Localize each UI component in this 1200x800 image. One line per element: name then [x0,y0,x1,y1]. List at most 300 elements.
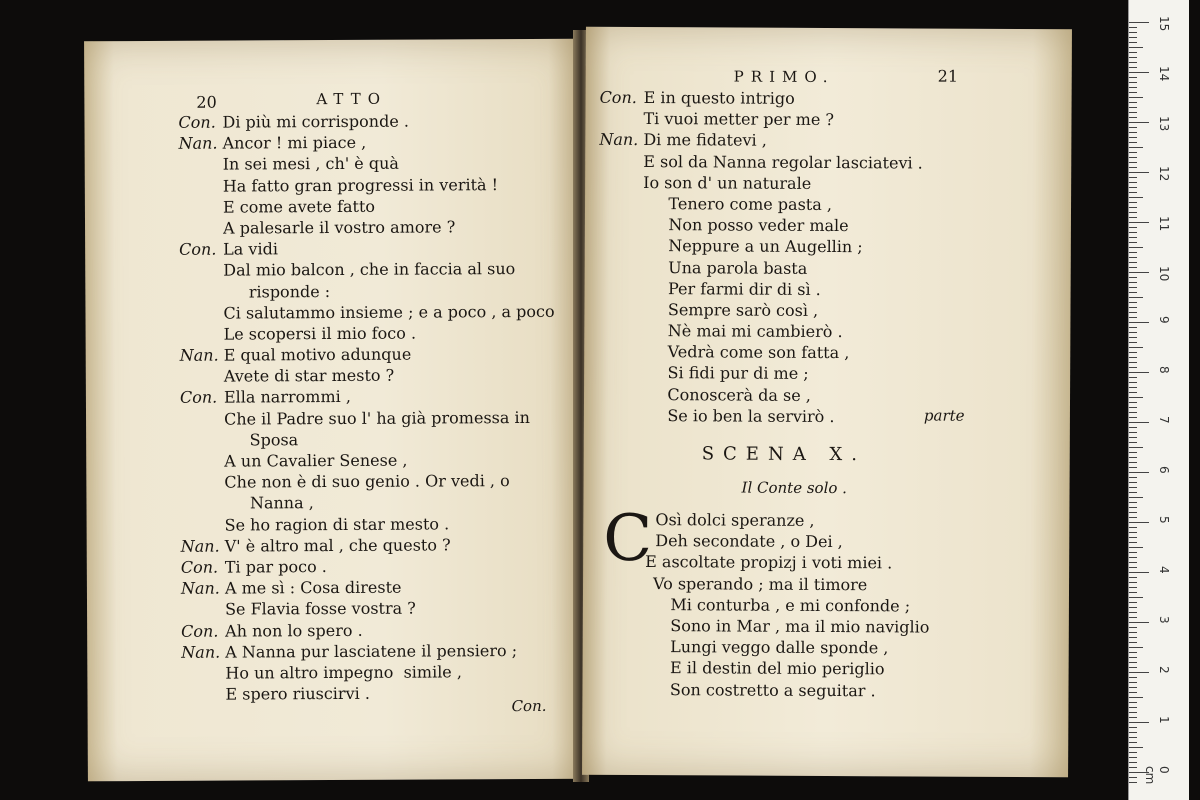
line-text: Ha fatto gran progressi in verità ! [222,174,499,196]
ruler-tick [1129,492,1137,493]
verse-line [645,657,1045,680]
right-running-head: PRIMO. [733,67,835,87]
text-line [179,279,579,302]
ruler-label: 1 [1157,716,1171,724]
ruler-tick [1129,622,1149,623]
ruler-tick [1129,92,1137,93]
ruler-tick [1129,127,1137,128]
ruler-tick [1129,747,1143,748]
ruler-tick [1129,627,1137,628]
text-line [180,322,580,345]
text-line [598,341,1058,365]
ruler-tick [1129,737,1137,738]
speaker-label: Nan. [599,130,639,150]
ruler-tick [1129,52,1137,53]
text-line [180,406,580,429]
ruler-tick [1129,362,1137,363]
text-line [180,364,580,387]
ruler-tick [1129,552,1137,553]
verse-line [645,615,1045,638]
left-text-block [178,110,581,705]
drop-cap: C [603,501,653,577]
ruler-tick [1129,477,1137,478]
ruler-tick [1129,332,1137,333]
line-text: Che non è di suo genio . Or vedi , o [224,471,510,492]
ruler-tick [1129,607,1137,608]
ruler-tick [1129,547,1143,548]
stage-direction: parte [923,406,965,425]
ruler-tick [1129,107,1137,108]
ruler-tick [1129,577,1137,578]
ruler-tick [1129,377,1137,378]
ruler-tick [1129,177,1137,178]
text-line [598,362,1058,386]
text-line [599,129,1059,153]
verse-text: Lungi veggo dalle sponde , [644,637,889,658]
ruler-tick [1129,752,1137,753]
ruler-tick [1129,637,1137,638]
left-running-head: ATTO [316,89,388,109]
line-text: E spero riuscirvi . [225,683,370,704]
ruler-tick [1129,252,1137,253]
ruler-tick [1129,432,1137,433]
ruler-tick [1129,632,1137,633]
line-text: Nè mai mi cambierò . [642,321,843,342]
line-text: Avete di star mesto ? [223,365,395,386]
verse-line [645,573,1045,596]
ruler-tick [1129,232,1137,233]
ruler-tick [1129,367,1137,368]
text-line [599,193,1059,217]
text-line [180,470,580,493]
line-text: Conoscerà da se , [641,384,811,405]
ruler-tick [1129,237,1137,238]
ruler-tick [1129,292,1137,293]
text-line [179,216,579,239]
ruler-tick [1129,202,1137,203]
ruler-tick [1129,527,1137,528]
ruler-tick [1129,282,1137,283]
ruler-tick [1129,712,1137,713]
speaker-label: Con. [599,87,637,108]
ruler-label: 13 [1157,116,1171,132]
ruler-tick [1129,132,1137,133]
line-text: risponde : [223,281,331,302]
ruler-tick [1129,207,1137,208]
ruler-tick [1129,602,1137,603]
ruler-tick [1129,402,1137,403]
ruler-tick [1129,412,1137,413]
verse-text: E ascoltate propizj i voti miei . [645,552,893,573]
ruler-tick [1129,597,1143,598]
text-line [180,385,580,408]
ruler-tick [1129,247,1143,248]
text-line [181,618,581,641]
speaker-label: Nan. [178,133,218,153]
catchword: Con. [511,696,547,716]
ruler-tick [1129,732,1137,733]
ruler-tick [1129,702,1137,703]
speaker-label: Con. [180,557,219,577]
verse-text: Mi conturba , e mi confonde ; [644,594,911,616]
verse-line [644,679,1044,702]
ruler-label: 14 [1157,66,1171,82]
line-text: Ella narrommi , [223,387,351,408]
ruler-tick [1129,172,1149,173]
ruler-tick [1129,197,1143,198]
ruler-tick [1129,347,1143,348]
ruler-tick [1129,272,1149,273]
ruler-tick [1129,487,1137,488]
ruler-tick [1129,212,1137,213]
text-line [181,533,581,556]
text-line [599,172,1059,196]
ruler-tick [1129,37,1137,38]
ruler-tick [1129,567,1137,568]
line-text: Tenero come pasta , [642,193,833,214]
speaker-label: Con. [178,112,216,132]
verse-text: Sono in Mar , ma il mio naviglio [644,615,930,637]
ruler-label: 10 [1157,266,1171,282]
ruler-tick [1129,157,1137,158]
line-text: A Nanna pur lasciatene il pensiero ; [225,640,518,662]
ruler-tick [1129,452,1137,453]
ruler-tick [1129,572,1149,573]
line-text: Si fidi pur di me ; [642,363,809,384]
ruler-tick [1129,677,1137,678]
text-line [181,512,581,535]
ruler-tick [1129,47,1143,48]
text-line [179,131,579,154]
line-text: Per farmi dir di sì . [642,278,821,299]
ruler-tick [1129,407,1137,408]
line-text: Di più mi corrisponde . [222,111,409,132]
line-text: E come avete fatto [222,196,376,217]
ruler-tick [1129,437,1137,438]
ruler-tick [1129,657,1137,658]
line-text: A palesarle il vostro amore ? [222,217,456,238]
verse-text: Osì dolci speranze , [655,510,815,530]
ruler-tick [1129,322,1149,323]
ruler-label: 12 [1157,166,1171,182]
ruler-tick [1129,507,1137,508]
open-book [78,26,1076,786]
text-line [179,194,579,217]
line-text: Di me fidatevi , [643,130,767,151]
ruler-tick [1129,82,1137,83]
line-text: Io son d' un naturale [643,172,812,193]
ruler-tick [1129,652,1137,653]
line-text: Dal mio balcon , che in faccia al suo [223,259,516,280]
ruler-label: 7 [1157,416,1171,424]
line-text: Ti vuoi metter per me ? [643,109,835,130]
text-line [180,449,580,472]
ruler-tick [1129,327,1137,328]
ruler-tick [1129,662,1137,663]
ruler-tick [1129,32,1137,33]
line-text: Una parola basta [642,257,808,278]
text-line [598,320,1058,344]
ruler-tick [1129,617,1137,618]
line-text: A me sì : Cosa direste [224,577,402,598]
ruler-label: 3 [1157,616,1171,624]
speaker-label: Nan. [180,578,220,598]
line-text: In sei mesi , ch' è quà [222,154,399,174]
ruler-tick [1129,352,1137,353]
text-line [598,383,1058,407]
text-line [179,237,579,260]
text-line [599,150,1059,174]
verse-line [645,530,1045,553]
line-text: Vedrà come son fatta , [642,342,850,363]
ruler-tick [1129,397,1143,398]
line-text: E in questo intrigo [643,88,795,108]
ruler-tick [1129,152,1137,153]
scene-heading: SCENA X. [701,443,867,466]
ruler-tick [1129,302,1137,303]
line-text: E qual motivo adunque [223,344,412,365]
line-text: Ah non lo spero . [225,620,363,641]
line-text: Nanna , [224,493,314,513]
ruler-tick [1129,392,1137,393]
line-text: Che il Padre suo l' ha già promessa in [223,407,530,429]
speaker-label: Con. [179,239,217,259]
ruler-label: 9 [1157,316,1171,324]
right-page [582,27,1072,778]
text-line [179,152,579,175]
text-line [179,300,579,323]
speaker-label: Nan. [181,642,221,662]
text-line [180,491,580,514]
ruler-tick [1129,542,1137,543]
ruler-tick [1129,427,1137,428]
ruler-tick [1129,117,1137,118]
ruler-tick [1129,727,1137,728]
verse-line [645,509,1045,532]
ruler-tick [1129,267,1137,268]
ruler-tick [1129,242,1137,243]
ruler-tick [1129,387,1137,388]
text-line [599,108,1059,132]
ruler-tick [1129,457,1137,458]
text-line [181,576,581,599]
ruler-tick [1129,777,1137,778]
ruler-tick [1129,192,1137,193]
ruler-tick [1129,502,1137,503]
ruler-tick [1129,97,1143,98]
ruler-tick [1129,762,1137,763]
ruler-tick [1129,667,1137,668]
verse-text: Vo sperando ; ma il timore [652,573,868,594]
line-text: Sposa [224,429,299,450]
ruler-tick [1129,722,1149,723]
ruler-tick [1129,587,1137,588]
ruler-tick [1129,672,1149,673]
ruler-tick [1129,647,1143,648]
ruler-tick [1129,262,1137,263]
ruler-tick [1129,582,1137,583]
ruler-tick [1129,187,1137,188]
ruler-tick [1129,462,1137,463]
line-text: Neppure a un Augellin ; [642,236,863,257]
ruler-tick [1129,757,1137,758]
line-text: Se ho ragion di star mesto . [224,513,450,535]
ruler-tick [1129,27,1137,28]
ruler-tick [1129,67,1137,68]
ruler-tick [1129,257,1137,258]
ruler-tick [1129,522,1149,523]
ruler-tick [1129,217,1137,218]
ruler-tick [1129,422,1149,423]
ruler-tick [1129,467,1137,468]
text-line [179,258,579,281]
line-text: Le scopersi il mio foco . [223,323,417,344]
ruler-label: 6 [1157,466,1171,474]
ruler-tick [1129,342,1137,343]
ruler-tick [1129,497,1143,498]
ruler-tick [1129,307,1137,308]
verse-line [645,551,1045,574]
ruler-tick [1129,532,1137,533]
ruler-tick [1129,297,1143,298]
ruler-tick [1129,72,1149,73]
ruler-tick [1129,227,1137,228]
ruler-label: 2 [1157,666,1171,674]
text-line [181,661,581,684]
ruler-tick [1129,697,1143,698]
speaker-label: Con. [181,621,219,641]
ruler-tick [1129,382,1137,383]
ruler-tick [1129,562,1137,563]
ruler-tick [1129,517,1137,518]
ruler-tick [1129,287,1137,288]
text-line [598,299,1058,323]
line-text: Sempre sarò così , [642,299,819,320]
text-line [178,110,578,133]
line-text: Ho un altro impegno simile , [225,662,462,683]
ruler-tick [1129,137,1137,138]
ruler-tick [1129,102,1137,103]
ruler-tick [1129,782,1137,783]
ruler-tick [1129,182,1137,183]
right-page-number: 21 [937,66,959,86]
ruler-tick [1129,442,1137,443]
left-page [84,39,582,782]
text-line [600,87,1060,111]
line-text: V' è altro mal , che questo ? [224,535,451,556]
ruler-tick [1129,717,1137,718]
text-line [179,173,579,196]
ruler-tick [1129,312,1137,313]
ruler-tick [1129,142,1137,143]
ruler-tick [1129,512,1137,513]
ruler-label: 11 [1157,216,1171,232]
ruler-label: 4 [1157,566,1171,574]
text-line [599,214,1059,238]
ruler-label: 5 [1157,516,1171,524]
ruler-tick [1129,557,1137,558]
ruler-label: 15 [1157,16,1171,32]
text-line [181,555,581,578]
speaker-label: Nan. [179,345,219,365]
measuring-ruler [1128,0,1189,800]
ruler-tick [1129,537,1137,538]
line-text: Ancor ! mi piace , [222,133,367,153]
line-text: A un Cavalier Senese , [224,450,408,471]
text-line [181,597,581,620]
ruler-tick [1129,612,1137,613]
ruler-tick [1129,417,1137,418]
speaker-label: Con. [179,388,218,408]
ruler-tick [1129,112,1137,113]
ruler-tick [1129,42,1137,43]
ruler-label: 8 [1157,366,1171,374]
ruler-tick [1129,482,1137,483]
line-text: Ti par poco . [224,556,327,577]
line-text: E sol da Nanna regolar lasciatevi . [643,151,923,173]
ruler-tick [1129,277,1137,278]
ruler-tick [1129,692,1137,693]
left-page-number: 20 [196,92,217,112]
ruler-tick [1129,592,1137,593]
line-text: Ci salutammo insieme ; e a poco , a poco [223,301,555,323]
ruler-tick [1129,87,1137,88]
ruler-tick [1129,167,1137,168]
ruler-tick [1129,22,1149,23]
line-text: Se io ben la servirò . [641,405,835,426]
ruler-tick [1129,122,1149,123]
text-line [180,343,580,366]
verse-line [645,636,1045,659]
ruler-tick [1129,337,1137,338]
ruler-tick [1129,742,1137,743]
text-line [599,235,1059,259]
ruler-tick [1129,317,1137,318]
ruler-tick [1129,357,1137,358]
speaker-label: Nan. [180,536,220,556]
ruler-tick [1129,62,1137,63]
ruler-label: 0 cm [1143,766,1171,785]
text-line [599,277,1059,301]
verse-text: E il destin del mio periglio [644,658,885,679]
ruler-tick [1129,767,1137,768]
verse-block [644,509,1045,702]
ruler-tick [1129,147,1143,148]
ruler-tick [1129,77,1137,78]
ruler-tick [1129,682,1137,683]
ruler-tick [1129,57,1137,58]
verse-text: Deh secondate , o Dei , [655,531,843,552]
line-text: Se Flavia fosse vostra ? [224,598,416,619]
verse-line [645,594,1045,617]
ruler-tick [1129,687,1137,688]
ruler-tick [1129,642,1137,643]
line-text: La vidi [223,239,278,259]
right-text-block [598,87,1060,428]
text-line [599,256,1059,280]
ruler-tick [1129,472,1149,473]
text-line [181,639,581,662]
ruler-tick [1129,162,1137,163]
ruler-tick [1129,707,1137,708]
text-line [598,405,1058,429]
ruler-tick [1129,372,1149,373]
ruler-tick [1129,447,1143,448]
text-line [180,428,580,451]
ruler-tick [1129,222,1149,223]
line-text: Non posso veder male [642,215,849,236]
verse-text: Son costretto a seguitar . [644,679,876,700]
